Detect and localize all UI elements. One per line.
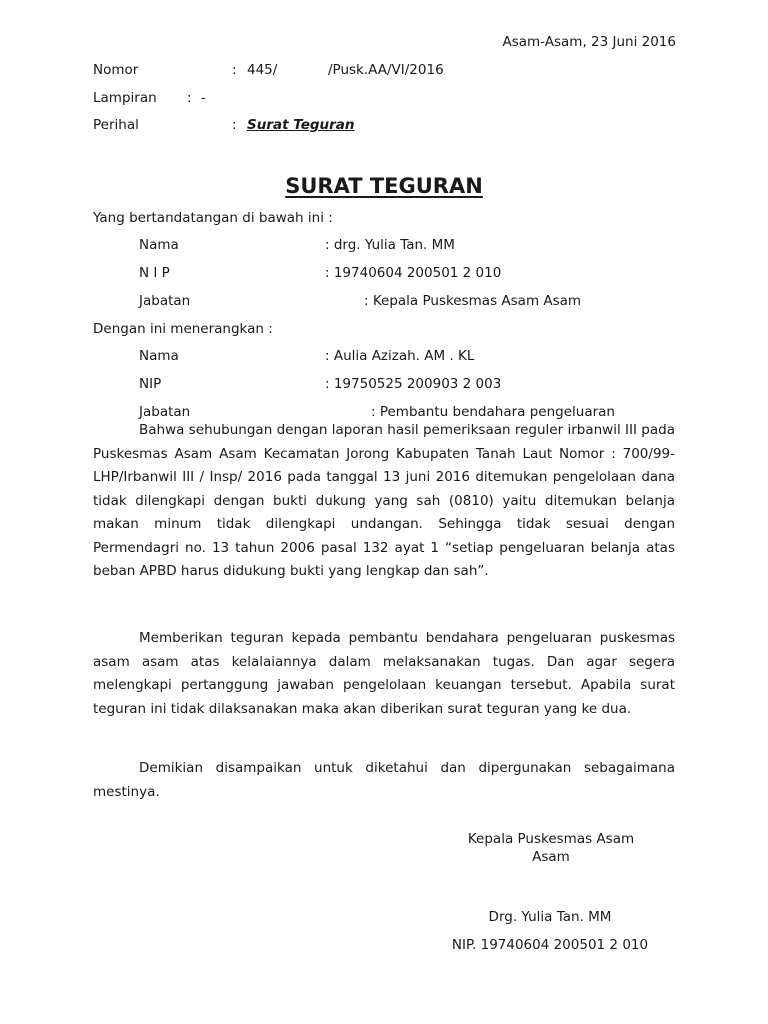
subject-nip-label: NIP bbox=[139, 376, 162, 392]
signer-nama-label: Nama bbox=[139, 237, 179, 253]
signer-nama-value: : drg. Yulia Tan. MM bbox=[325, 237, 455, 253]
signer-jabatan-value: : Kepala Puskesmas Asam Asam bbox=[364, 293, 582, 309]
place-date: Asam-Asam, 23 Juni 2016 bbox=[502, 34, 676, 50]
lampiran-value: - bbox=[201, 90, 206, 106]
intro-signer: Yang bertandatangan di bawah ini : bbox=[93, 210, 333, 226]
body-paragraph-closing: Demikian disampaikan untuk diketahui dan dipergunakan sebagaimana mestinya. bbox=[93, 760, 675, 800]
body-paragraph-findings: Bahwa sehubungan dengan laporan hasil pemeriksaan reguler irbanwil III pada Puskesmas Asam Asam Kecamatan Jorong Kabupaten Tanah Laut Nomor : 700/99-LHP/Irbanwil III / Insp/ 2016 pada tanggal 13 juni 2016 ditemukan pengelolaan dana tidak dilengkapi dengan bukti dukung yang sah (0810) yaitu ditemukan belanja makan minum tidak dilengkapi undangan. Sehingga tidak sesuai dengan Permendagri no. 13 tahun 2006 pasal 132 ayat 1 “setiap pengeluaran belanja atas beban APBD harus didukung bukti yang lengkap dan sah”. bbox=[93, 422, 675, 579]
signature-position: Kepala Puskesmas Asam Asam bbox=[467, 831, 635, 865]
signature-nip: NIP. 19740604 200501 2 010 bbox=[451, 937, 649, 953]
signer-nip-value: : 19740604 200501 2 010 bbox=[325, 265, 502, 281]
nomor-label: Nomor bbox=[93, 62, 139, 78]
signer-jabatan-label: Jabatan bbox=[139, 293, 191, 309]
nomor-value-part2: /Pusk.AA/VI/2016 bbox=[328, 62, 444, 78]
perihal-value: Surat Teguran bbox=[247, 117, 355, 133]
document-title bbox=[0, 172, 768, 200]
perihal-label: Perihal bbox=[93, 117, 139, 133]
nomor-colon: : bbox=[232, 62, 237, 78]
intro-subject: Dengan ini menerangkan : bbox=[93, 321, 273, 337]
nomor-value-part1: 445/ bbox=[247, 62, 278, 78]
lampiran-label: Lampiran bbox=[93, 90, 157, 106]
subject-jabatan-label: Jabatan bbox=[139, 404, 191, 420]
subject-nama-label: Nama bbox=[139, 348, 179, 364]
subject-nama-value: : Aulia Azizah. AM . KL bbox=[325, 348, 475, 364]
perihal-colon: : bbox=[232, 117, 237, 133]
subject-nip-value: : 19750525 200903 2 003 bbox=[325, 376, 502, 392]
document-title-text: SURAT TEGURAN bbox=[285, 174, 483, 198]
signature-name: Drg. Yulia Tan. MM bbox=[488, 909, 612, 925]
subject-jabatan-value: : Pembantu bendahara pengeluaran bbox=[371, 404, 615, 420]
signer-nip-label: N I P bbox=[139, 265, 170, 281]
lampiran-colon: : bbox=[187, 90, 192, 106]
body-paragraph-reprimand: Memberikan teguran kepada pembantu bendahara pengeluaran puskesmas asam asam atas kelalaiannya dalam melaksanakan tugas. Dan agar segera melengkapi pertanggung jawaban pengelolaan keuangan tersebut. Apabila surat teguran ini tidak dilaksanakan maka akan diberikan surat teguran yang ke dua. bbox=[93, 630, 675, 717]
